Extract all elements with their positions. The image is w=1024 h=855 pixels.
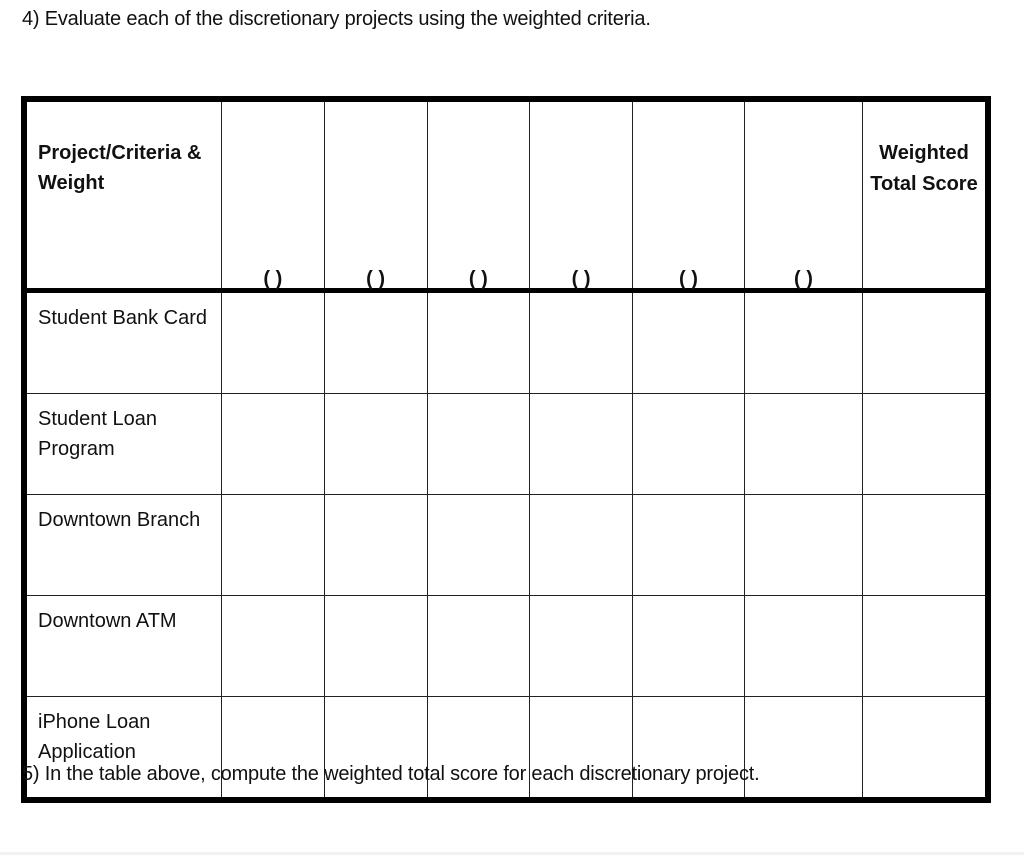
score-cell[interactable] (745, 291, 863, 394)
criteria-column-3[interactable] (427, 99, 530, 291)
score-cell[interactable] (222, 495, 325, 596)
criteria-column-6[interactable] (745, 99, 863, 291)
criteria-column-1[interactable] (222, 99, 325, 291)
score-cell[interactable] (633, 596, 745, 697)
weighted-total-cell[interactable] (863, 495, 989, 596)
score-cell[interactable] (530, 394, 633, 495)
weight-placeholder: ( ) (679, 268, 698, 290)
score-cell[interactable] (745, 596, 863, 697)
score-cell[interactable] (745, 394, 863, 495)
score-cell[interactable] (324, 495, 427, 596)
score-cell[interactable] (530, 495, 633, 596)
weighted-total-cell[interactable] (863, 394, 989, 495)
weight-placeholder: ( ) (263, 268, 283, 290)
score-cell[interactable] (222, 596, 325, 697)
score-cell[interactable] (222, 291, 325, 394)
score-cell[interactable] (324, 291, 427, 394)
score-cell[interactable] (633, 495, 745, 596)
weighted-total-cell[interactable] (863, 697, 989, 801)
project-name: Downtown Branch (24, 495, 222, 596)
score-cell[interactable] (324, 596, 427, 697)
score-cell[interactable] (745, 697, 863, 801)
weighted-total-cell[interactable] (863, 596, 989, 697)
criteria-column-4[interactable] (530, 99, 633, 291)
score-cell[interactable] (633, 291, 745, 394)
header-row (24, 99, 988, 291)
question-5-text: 5) In the table above, compute the weighted total score for each discretionary project. (22, 763, 760, 785)
weighted-total-cell[interactable] (863, 291, 989, 394)
question-4-text: 4) Evaluate each of the discretionary projects using the weighted criteria. (22, 8, 651, 30)
criteria-column-2[interactable] (324, 99, 427, 291)
criteria-column-5[interactable] (633, 99, 745, 291)
weight-placeholder: ( ) (571, 268, 591, 290)
weight-placeholder: ( ) (794, 268, 813, 290)
score-cell[interactable] (222, 394, 325, 495)
score-cell[interactable] (427, 291, 530, 394)
score-cell[interactable] (427, 394, 530, 495)
header-project-criteria: Project/Criteria & Weight (24, 99, 222, 291)
project-name: Student Bank Card (24, 291, 222, 394)
weight-placeholder: ( ) (366, 268, 386, 290)
header-weighted-total-score: Weighted Total Score (863, 99, 989, 291)
score-cell[interactable] (427, 596, 530, 697)
project-name: Downtown ATM (24, 596, 222, 697)
table-row (24, 495, 988, 596)
evaluation-table (21, 96, 991, 803)
project-name: Student Loan Program (24, 394, 222, 495)
table-row (24, 291, 988, 394)
project-name: iPhone Loan Application (24, 697, 222, 801)
score-cell[interactable] (530, 291, 633, 394)
score-cell[interactable] (324, 394, 427, 495)
score-cell[interactable] (745, 495, 863, 596)
table-row (24, 596, 988, 697)
score-cell[interactable] (633, 394, 745, 495)
table-row (24, 394, 988, 495)
weight-placeholder: ( ) (468, 268, 488, 290)
score-cell[interactable] (530, 596, 633, 697)
score-cell[interactable] (427, 495, 530, 596)
